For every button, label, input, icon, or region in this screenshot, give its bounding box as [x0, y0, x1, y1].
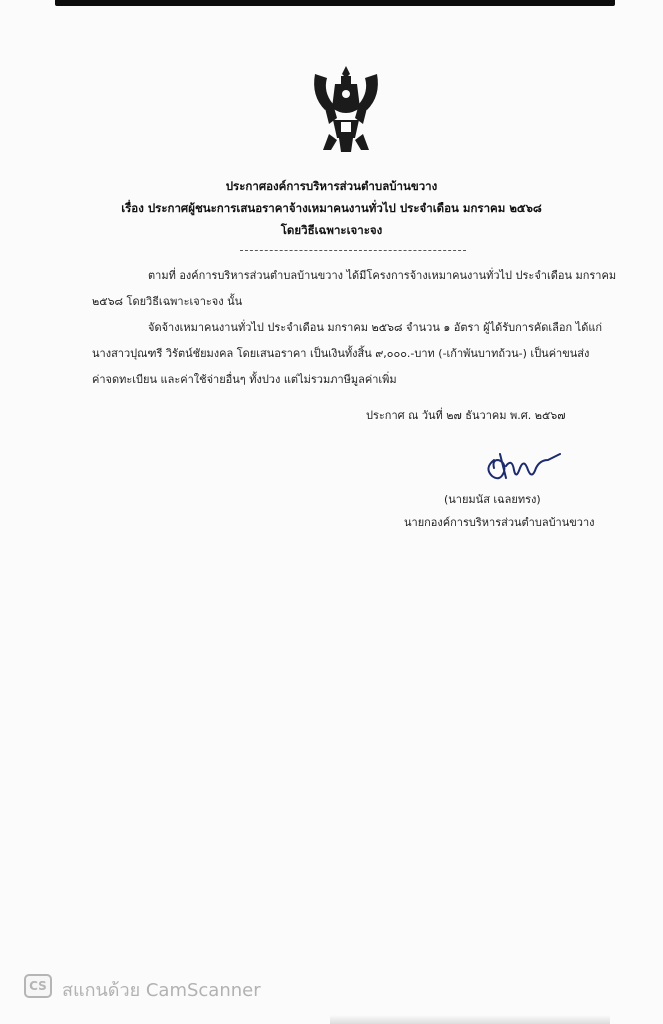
paragraph-1-line-1: ตามที่ องค์การบริหารส่วนตำบลบ้านขวาง ได้มีโครงการจ้างเหมาคนงานทั่วไป ประจำเดือน มกราคม: [148, 269, 617, 282]
announcement-title: ประกาศองค์การบริหารส่วนตำบลบ้านขวาง: [225, 179, 438, 193]
header-divider: [240, 250, 466, 251]
signer-title: นายกองค์การบริหารส่วนตำบลบ้านขวาง: [404, 516, 595, 529]
paragraph-2-line-3: ค่าจดทะเบียน และค่าใช้จ่ายอื่นๆ ทั้งปวง แต่ไม่รวมภาษีมูลค่าเพิ่ม: [92, 373, 397, 386]
paragraph-2-line-1: จัดจ้างเหมาคนงานทั่วไป ประจำเดือน มกราคม ๒๕๖๘ จำนวน ๑ อัตรา ผู้ได้รับการคัดเลือก ได้แก่: [148, 321, 603, 334]
paragraph-1-line-2: ๒๕๖๘ โดยวิธีเฉพาะเจาะจง นั้น: [92, 295, 243, 308]
scan-top-edge: [55, 0, 615, 6]
scan-bottom-shadow: [330, 1015, 610, 1024]
announcement-subject: เรื่อง ประกาศผู้ชนะการเสนอราคาจ้างเหมาคนงานทั่วไป ประจำเดือน มกราคม ๒๕๖๘: [121, 201, 542, 215]
signer-name: (นายมนัส เฉลยทรง): [444, 493, 541, 506]
announcement-date: ประกาศ ณ วันที่ ๒๗ ธันวาคม พ.ศ. ๒๕๖๗: [366, 409, 566, 422]
announcement-method: โดยวิธีเฉพาะเจาะจง: [280, 223, 383, 237]
paragraph-2-line-2: นางสาวปุณฑรี วิรัตน์ชัยมงคล โดยเสนอราคา เป็นเงินทั้งสิ้น ๙,๐๐๐.-บาท (-เก้าพันบาทถ้วน-) เป็นค่าขนส่ง: [92, 347, 590, 360]
garuda-emblem-icon: [305, 64, 387, 156]
handwritten-signature: [480, 450, 562, 484]
camscanner-logo-icon: CS: [24, 974, 52, 998]
camscanner-watermark: สแกนด้วย CamScanner: [62, 980, 261, 1001]
